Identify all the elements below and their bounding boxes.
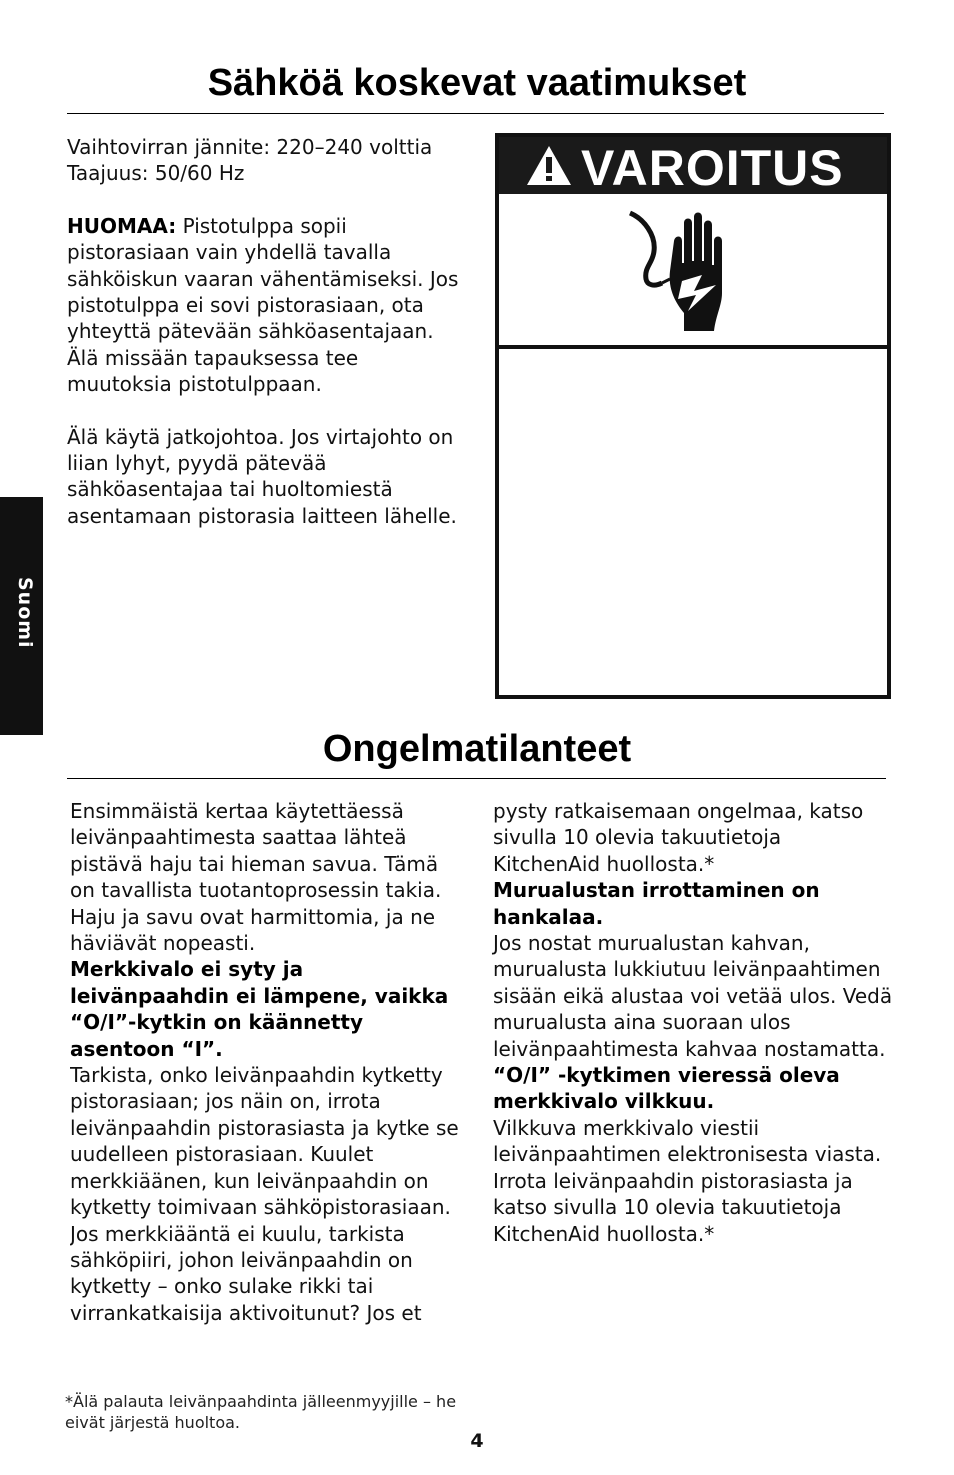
problem1-text: Tarkista, onko leivänpaahdin kytketty pistorasiaan; jos näin on, irrota leivänpaahdin pistorasiasta ja kytke se uudelleen pistorasiaan. Kuulet merkkiäänen, kun leivänpaahdin on kytketty toimivaan sähköpistorasiaan. Jos merkkiääntä ei kuulu, tarkista sähköpiiri, johon leivänpaahdin on kytketty – onko sulake rikki tai virrankatkaisija aktivoitunut? Jos et xyxy=(70,1063,459,1325)
section-title-electrical: Sähköä koskevat vaatimukset xyxy=(207,62,747,104)
problem3-heading: “O/I” -kytkimen vieressä oleva merkkivalo vilkkuu. xyxy=(493,1063,840,1114)
title-rule xyxy=(67,778,886,779)
warning-box xyxy=(495,133,891,699)
page-number: 4 xyxy=(470,1430,484,1452)
title-rule xyxy=(67,113,884,114)
problem1-text-continued: pysty ratkaisemaan ongelmaa, katso sivulla 10 olevia takuutietoja KitchenAid huollosta.* xyxy=(493,799,864,876)
troubleshooting-column-left xyxy=(70,798,465,1326)
warning-divider xyxy=(499,345,887,349)
frequency-line: Taajuus: 50/60 Hz xyxy=(67,161,245,186)
footnote: *Älä palauta leivänpaahdinta jälleenmyyjille – he eivät järjestä huoltoa. xyxy=(65,1392,457,1432)
troubleshooting-column-right xyxy=(493,798,893,1247)
electrical-text-block xyxy=(67,134,467,529)
problem2-heading: Murualustan irrottaminen on hankalaa. xyxy=(493,878,820,929)
problem3-text: Vilkkuva merkkivalo viestii leivänpaahtimen elektronisesta viasta. Irrota leivänpaahdin pistorasiasta ja katso sivulla 10 olevia takuutietoja KitchenAid huollosta.* xyxy=(493,1115,882,1246)
section-title-troubleshooting: Ongelmatilanteet xyxy=(322,728,632,770)
note-paragraph xyxy=(67,213,467,398)
note-text: Pistotulppa sopii pistorasiaan vain yhdellä tavalla sähköiskun vaaran vähentämiseksi. Jos pistotulppa ei sovi pistorasiaan, ota yhteyttä pätevään sähköasentajaan. Älä missään tapauksessa tee muutoksia pistotulppaan. xyxy=(67,213,459,397)
warning-triangle-icon xyxy=(525,143,573,187)
warning-header xyxy=(499,137,887,194)
extension-paragraph: Älä käytä jatkojohtoa. Jos virtajohto on liian lyhyt, pyydä pätevää sähköasentajaa tai huoltomiestä asentamaan pistorasia laitteen lähelle. xyxy=(67,424,457,528)
language-label: Suomi xyxy=(14,577,36,649)
electric-shock-hand-icon xyxy=(624,205,744,335)
note-label: HUOMAA: xyxy=(67,213,177,238)
problem2-text: Jos nostat murualustan kahvan, murualusta lukkiutuu leivänpaahtimen sisään eikä alustaa voi vetää ulos. Vedä murualusta aina suoraan ulos leivänpaahtimesta kahvaa nostamatta. xyxy=(493,931,893,1061)
language-side-tab xyxy=(0,497,43,735)
warning-title: VAROITUS xyxy=(581,140,844,196)
problem1-heading: Merkkivalo ei syty ja leivänpaahdin ei lämpene, vaikka “O/I”-kytkin on käännetty asentoon “I”. xyxy=(70,957,449,1061)
intro-paragraph: Ensimmäistä kertaa käytettäessä leivänpaahtimesta saattaa lähteä pistävä haju tai hieman savua. Tämä on tavallista tuotantoprosessin takia. Haju ja savu ovat harmittomia, ja ne häviävät nopeasti. xyxy=(70,799,442,956)
voltage-line: Vaihtovirran jännite: 220–240 volttia xyxy=(67,135,433,159)
